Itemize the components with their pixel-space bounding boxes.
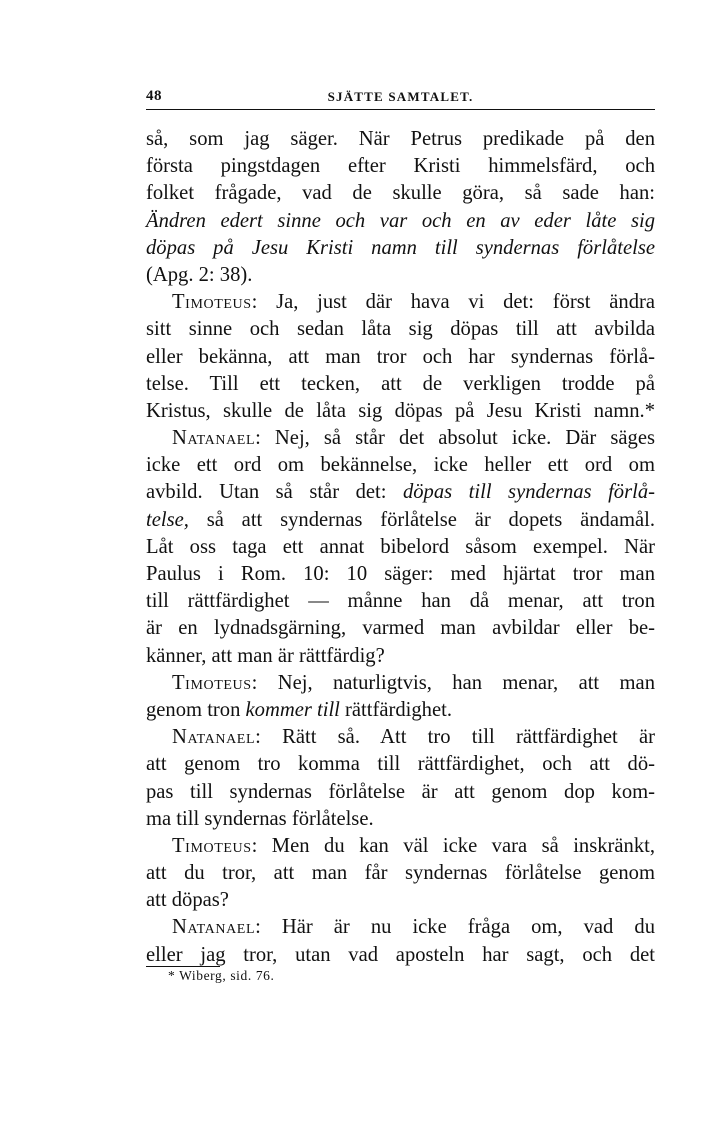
footnote: * Wiberg, sid. 76.: [168, 968, 275, 983]
text-line: [146, 833, 655, 860]
text-fragment: : Nej, så står det absolut icke. Där säges: [255, 427, 655, 450]
text-line: att genom tro komma till rättfärdighet, och att dö-: [146, 753, 655, 776]
text-fragment: genom tron: [146, 698, 246, 721]
text-line: döpas på Jesu Kristi namn till syndernas förlåtelse: [146, 236, 655, 259]
text-line: pas till syndernas förlåtelse är att genom dop kom-: [146, 780, 655, 803]
text-line: [146, 507, 655, 534]
speaker-name: Timoteus: [172, 834, 252, 857]
footnote-rule: [146, 966, 220, 967]
text-line: Låt oss taga ett annat bibelord såsom exempel. När: [146, 535, 655, 558]
text-fragment: : Här är nu icke fråga om, vad du: [255, 916, 655, 939]
text-line: eller jag tror, utan vad aposteln har sagt, och det: [146, 943, 655, 966]
speaker-name: Timoteus: [172, 671, 252, 694]
text-fragment: : Nej, naturligtvis, han menar, att man: [251, 671, 655, 694]
text-fragment: : Men du kan väl icke vara så inskränkt,: [251, 834, 655, 857]
text-line: (Apg. 2: 38).: [146, 263, 253, 286]
page-header: [146, 86, 655, 108]
text-line: [146, 425, 655, 452]
text-line: icke ett ord om bekännelse, icke heller ett ord om: [146, 454, 655, 477]
page-number: 48: [146, 88, 162, 104]
text-line: eller bekänna, att man tror och har syndernas förlå-: [146, 345, 655, 368]
text-fragment: : Rätt så. Att tro till rättfärdighet är: [255, 726, 655, 749]
text-fragment-italic: kommer till: [245, 698, 340, 721]
text-fragment: : Ja, just där hava vi det: först ändra: [251, 291, 655, 314]
text-line: Kristus, skulle de låta sig döpas på Jesu Kristi namn.*: [146, 399, 655, 422]
text-line: [146, 914, 655, 941]
text-line: Paulus i Rom. 10: 10 säger: med hjärtat tror man: [146, 563, 655, 585]
text-line: att du tror, att man får syndernas förlåtelse genom: [146, 862, 655, 885]
text-line: Ändren edert sinne och var och en av eder låte sig: [146, 209, 655, 232]
speaker-name: Natanael: [172, 726, 256, 749]
body-text: [146, 126, 655, 969]
text-line: sitt sinne och sedan låta sig döpas till att avbilda: [146, 318, 655, 341]
text-line: [146, 289, 655, 316]
speaker-name: Natanael: [172, 916, 256, 939]
text-line: [146, 697, 655, 724]
text-line: [146, 479, 655, 506]
text-line: är en lydnadsgärning, varmed man avbildar eller be-: [146, 617, 655, 640]
text-line: [146, 724, 655, 751]
speaker-name: Timoteus: [172, 291, 252, 314]
text-line: att döpas?: [146, 889, 229, 912]
text-line: [146, 670, 655, 697]
text-line: folket frågade, vad de skulle göra, så sade han:: [146, 182, 655, 205]
text-fragment: så att syndernas förlåtelse är dopets ändamål.: [188, 508, 655, 531]
text-line: första pingstdagen efter Kristi himmelsfärd, och: [146, 155, 655, 178]
text-fragment-italic: döpas till syndernas förlå-: [402, 481, 655, 504]
text-fragment-italic: telse,: [146, 508, 189, 531]
running-head: SJÄTTE SAMTALET.: [327, 89, 474, 104]
text-fragment: rättfärdighet.: [339, 698, 452, 721]
text-line: telse. Till ett tecken, att de verkligen trodde på: [146, 372, 655, 395]
text-line: så, som jag säger. När Petrus predikade på den: [146, 128, 655, 150]
text-fragment: avbild. Utan så står det:: [146, 481, 403, 504]
text-line: till rättfärdighet — månne han då menar, att tron: [146, 590, 655, 613]
header-rule: [146, 109, 655, 110]
speaker-name: Natanael: [172, 427, 256, 450]
text-line: ma till syndernas förlåtelse.: [146, 807, 374, 830]
text-line: känner, att man är rättfärdig?: [146, 644, 385, 667]
